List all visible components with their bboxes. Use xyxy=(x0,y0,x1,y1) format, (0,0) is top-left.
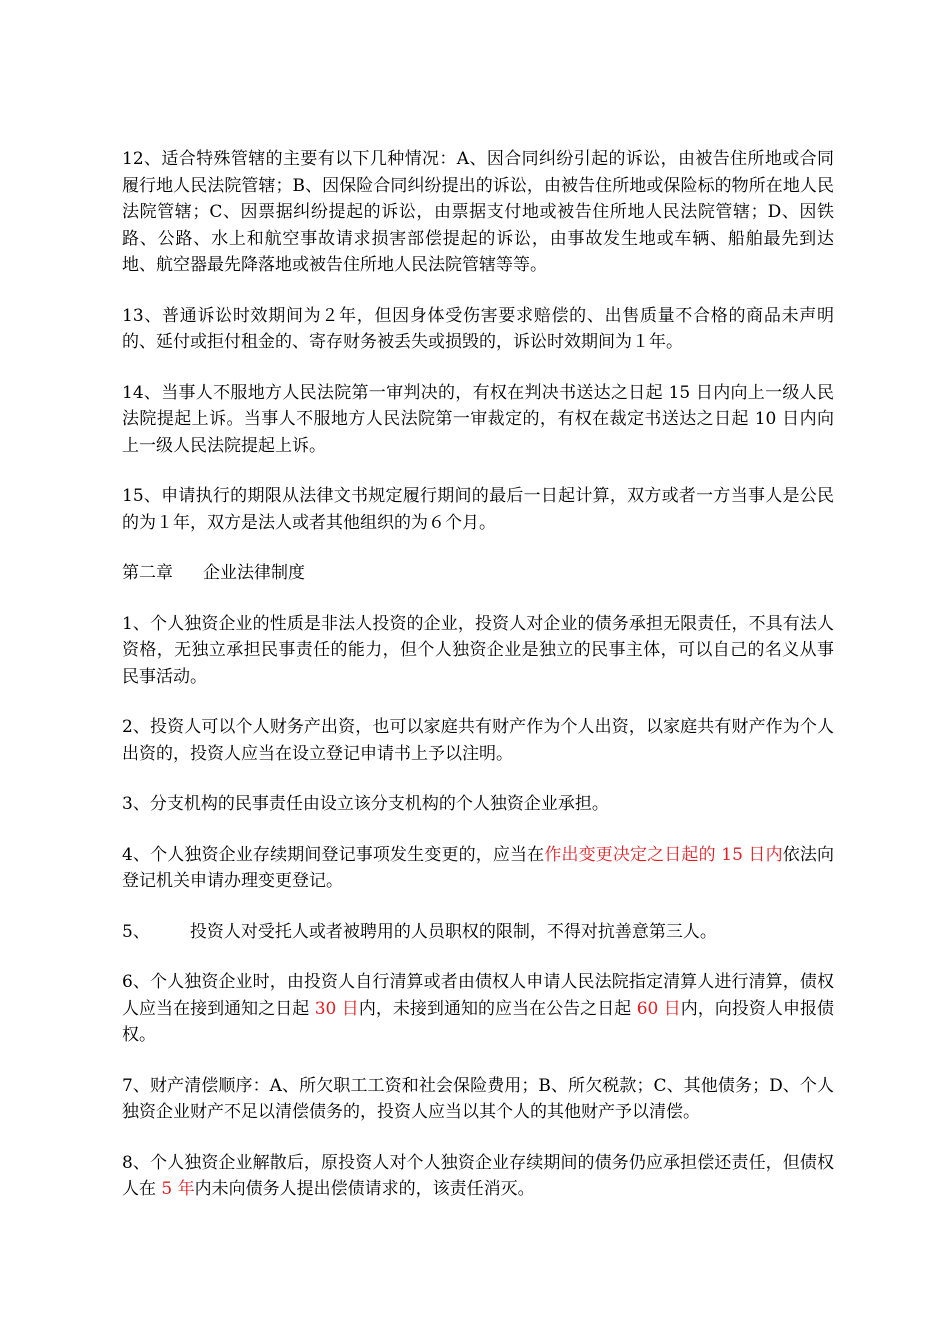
chapter-heading xyxy=(122,560,834,587)
c5-number: 5、 xyxy=(122,921,150,942)
c4-text-a: 4、个人独资企业存续期间登记事项发生变更的，应当在 xyxy=(122,844,545,865)
chapter-title: 企业法律制度 xyxy=(203,563,305,583)
c4-text-b: 依法向登记机关申请办理变更登记。 xyxy=(122,844,834,891)
chapter-number: 第二章 xyxy=(122,563,173,583)
c8-text-a: 8、个人独资企业解散后，原投资人对个人独资企业存续期间的债务仍应承担偿还责任，但债权人在 xyxy=(122,1152,834,1199)
c6-highlight-1: 30 日 xyxy=(314,998,359,1019)
paragraph-c1: 1、个人独资企业的性质是非法人投资的企业，投资人对企业的债务承担无限责任，不具有法人资格，无独立承担民事责任的能力，但个人独资企业是独立的民事主体，可以自己的名义从事民事活动。 xyxy=(122,613,834,687)
c8-text-b: 内未向债务人提出偿债请求的，该责任消灭。 xyxy=(194,1179,535,1199)
paragraph-c5 xyxy=(122,919,834,946)
c6-text-a: 6、个人独资企业时，由投资人自行清算或者由债权人申请人民法院指定清算人进行清算，债权人应当在接到通知之日起 xyxy=(122,972,834,1019)
paragraph-c6 xyxy=(122,969,834,1049)
c5-text: 投资人对受托人或者被聘用的人员职权的限制，不得对抗善意第三人。 xyxy=(189,921,717,942)
c8-highlight: 5 年 xyxy=(161,1179,195,1199)
paragraph-c4 xyxy=(122,842,834,895)
paragraph-c3: 3、分支机构的民事责任由设立该分支机构的个人独资企业承担。 xyxy=(122,794,609,814)
paragraph-14: 14、当事人不服地方人民法院第一审判决的，有权在判决书送达之日起 15 日内向上一级人民法院提起上诉。当事人不服地方人民法院第一审裁定的，有权在裁定书送达之日起 10 日内向上一级人民法院提起上诉。 xyxy=(122,382,834,456)
paragraph-13: 13、普通诉讼时效期间为２年，但因身体受伤害要求赔偿的、出售质量不合格的商品未声明的、延付或拒付租金的、寄存财务被丢失或损毁的，诉讼时效期间为１年。 xyxy=(122,305,834,352)
c6-text-b: 内，未接到通知的应当在公告之日起 xyxy=(358,998,637,1019)
paragraph-c7: 7、财产清偿顺序：A、所欠职工工资和社会保险费用；B、所欠税款；C、其他债务；D、个人独资企业财产不足以清偿债务的，投资人应当以其个人的其他财产予以清偿。 xyxy=(122,1075,834,1122)
paragraph-c2: 2、投资人可以个人财务产出资，也可以家庭共有财产作为个人出资，以家庭共有财产作为个人出资的，投资人应当在设立登记申请书上予以注明。 xyxy=(122,717,834,764)
paragraph-15: 15、申请执行的期限从法律文书规定履行期间的最后一日起计算，双方或者一方当事人是公民的为１年，双方是法人或者其他组织的为６个月。 xyxy=(122,486,834,533)
paragraph-c8 xyxy=(122,1150,834,1203)
c6-highlight-2: 60 日 xyxy=(636,998,681,1019)
document-body xyxy=(122,146,834,1227)
c6-text-c: 内，向投资人申报债权。 xyxy=(122,998,834,1045)
c4-highlight: 作出变更决定之日起的 15 日内 xyxy=(544,844,783,865)
paragraph-12: 12、适合特殊管辖的主要有以下几种情况：A、因合同纠纷引起的诉讼，由被告住所地或合同履行地人民法院管辖；B、因保险合同纠纷提出的诉讼，由被告住所地或保险标的物所在地人民法院管辖；C、因票据纠纷提起的诉讼，由票据支付地或被告住所地人民法院管辖；D、因铁路、公路、水上和航空事故请求损害部偿提起的诉讼，由事故发生地或车辆、船舶最先到达地、航空器最先降落地或被告住所地人民法院管辖等等。 xyxy=(122,149,834,275)
